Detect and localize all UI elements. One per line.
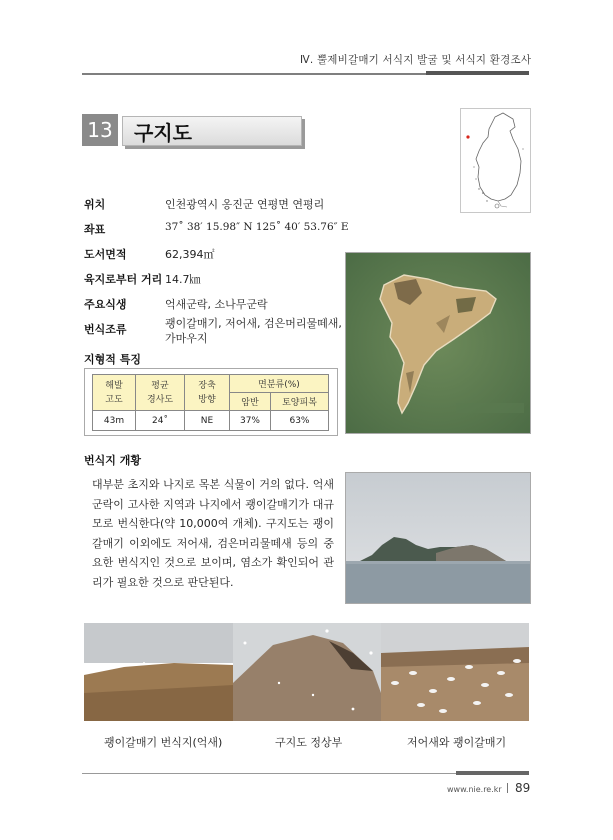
cell-slope: 24˚ [136, 411, 185, 431]
overview-paragraph: 대부분 초지와 나지로 목본 식물이 거의 없다. 억새군락이 고사한 지역과 나지에서 괭이갈매기가 대규모로 번식한다(약 10,000여 개체). 구지도는 괭이갈매기 이외에도 저어새, 검은머리물떼새 등의 중요한 번식지인 것으로 보이며, 염소가 확인되어 관리가 필요한 것으로 판단된다. [92, 478, 334, 589]
vegetation-label: 주요식생 [84, 298, 127, 311]
area-label: 도서면적 [84, 248, 127, 261]
cell-elev: 43m [93, 411, 136, 431]
footer-separator [507, 783, 508, 793]
vegetation-value: 억새군락, 소나무군락 [165, 298, 268, 311]
cell-rock: 37% [230, 411, 271, 431]
area-value: 62,394㎡ [165, 248, 215, 261]
th-aspect-1: 장축 [198, 380, 216, 391]
caption-breeding-site: 괭이갈매기 번식지(억새) [104, 736, 223, 749]
th-rock: 암반 [230, 393, 271, 411]
caption-birds: 저어새와 괭이갈매기 [407, 736, 507, 749]
location-value: 인천광역시 옹진군 연평면 연평리 [165, 198, 325, 211]
cell-aspect: NE [185, 411, 230, 431]
site-title: 구지도 [134, 121, 192, 145]
page-number: 89 [515, 781, 531, 795]
site-number: 13 [82, 114, 118, 146]
cell-soil: 63% [271, 411, 329, 431]
distance-value: 14.7㎞ [165, 273, 201, 286]
species-value-line2: 가마우지 [165, 332, 208, 345]
photo-summit [233, 623, 381, 721]
island-photo [345, 472, 531, 604]
caption-summit: 구지도 정상부 [275, 736, 343, 749]
th-surface: 면분류(%) [230, 375, 329, 393]
locator-map [460, 108, 531, 213]
distance-label: 육지로부터 거리 [84, 273, 163, 286]
location-label: 위치 [84, 198, 106, 211]
species-value-line1: 괭이갈매기, 저어새, 검은머리물떼새, [165, 317, 342, 330]
th-elev-1: 해발 [105, 380, 123, 391]
photo-breeding-site [84, 623, 233, 721]
chapter-header: Ⅳ. 뿔제비갈매기 서식지 발굴 및 서식지 환경조사 [300, 54, 532, 66]
header-rule-accent [426, 71, 529, 75]
footer-rule-accent [456, 771, 529, 775]
coordinate-label: 좌표 [84, 223, 106, 236]
korea-map-icon [461, 109, 530, 212]
photo-birds [381, 623, 529, 721]
th-elev-2: 고도 [105, 394, 123, 405]
th-soil: 토양피복 [271, 393, 329, 411]
th-slope-2: 경사도 [146, 394, 174, 405]
terrain-table [92, 374, 329, 431]
coordinate-value: 37˚ 38′ 15.98″ N 125˚ 40′ 53.76″ E [165, 221, 349, 233]
overview-section-title: 번식지 개황 [84, 454, 141, 467]
th-aspect-2: 방향 [198, 394, 216, 405]
terrain-section-title: 지형적 특징 [84, 353, 141, 366]
site-marker-icon [466, 135, 469, 138]
species-label: 번식조류 [84, 323, 127, 336]
footer-url: www.nie.re.kr [447, 785, 502, 794]
aerial-photo [345, 252, 531, 434]
th-slope-1: 평균 [151, 380, 169, 391]
